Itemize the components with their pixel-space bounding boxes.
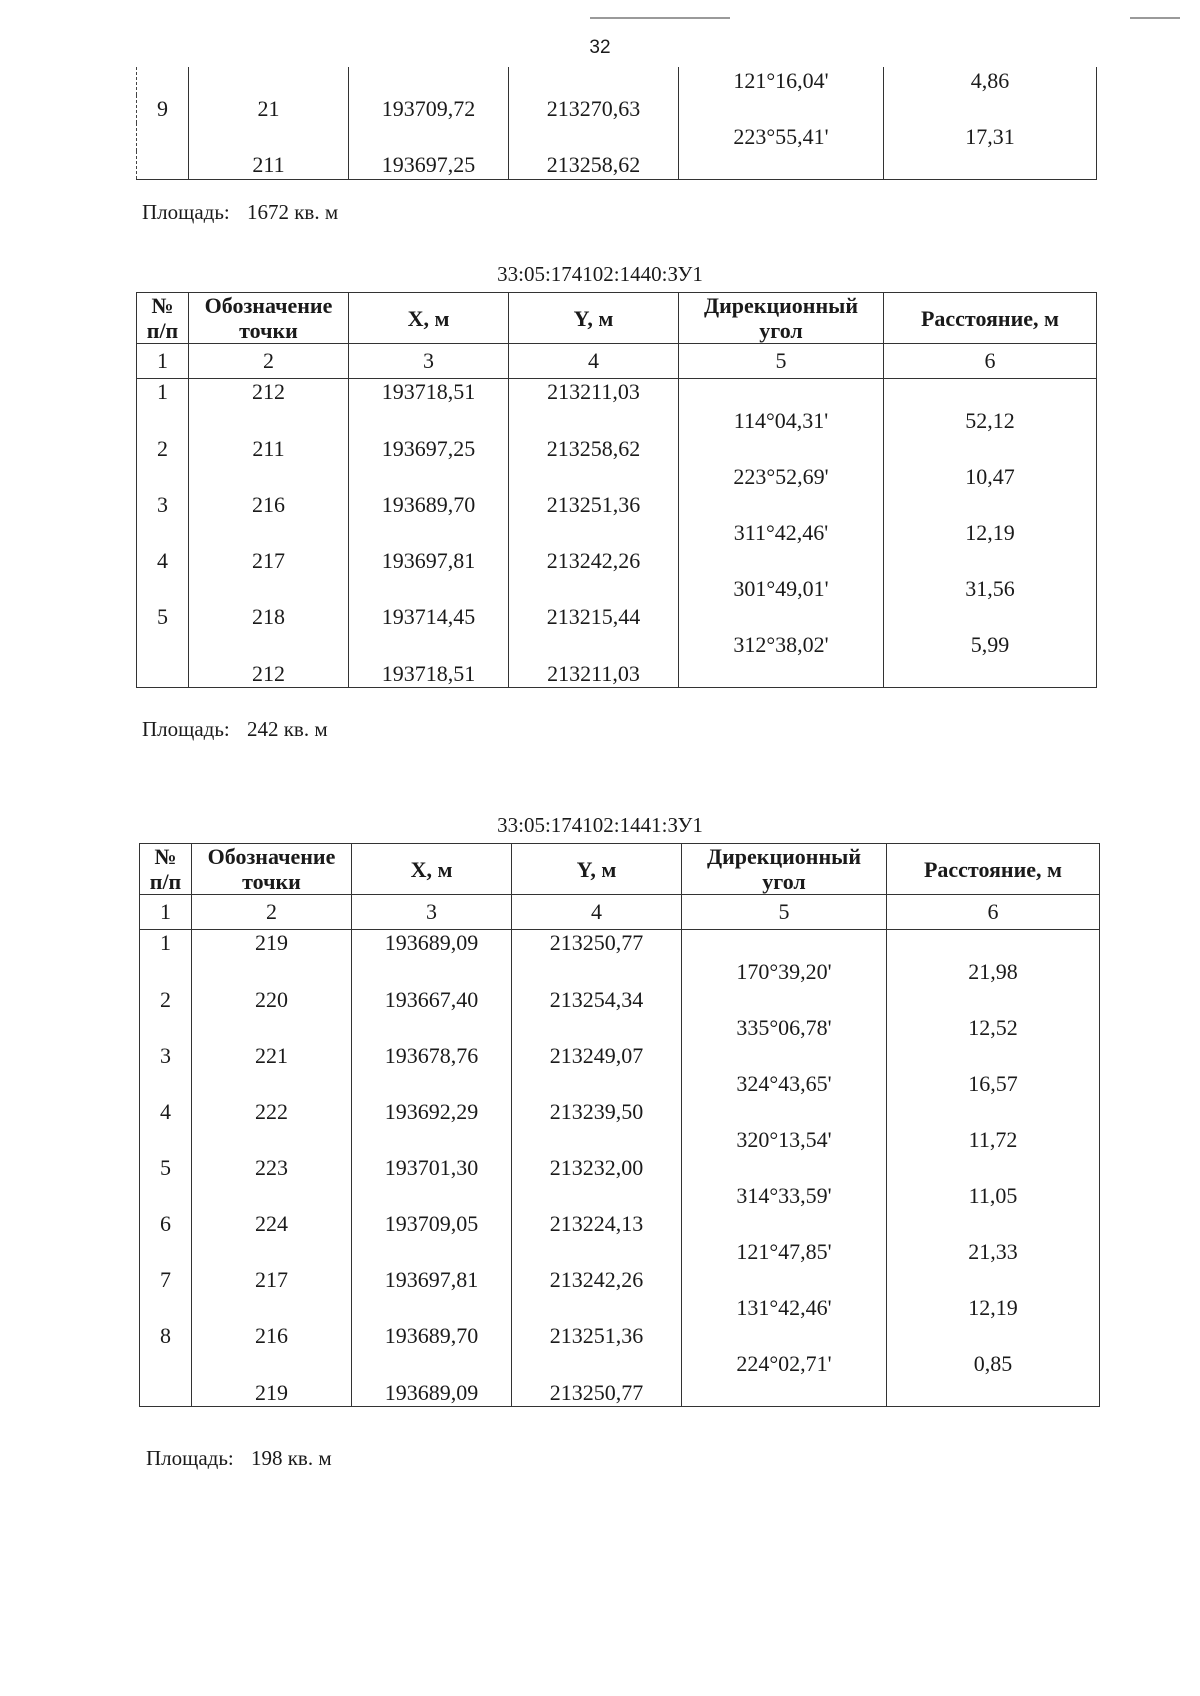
area-value: 1672 кв. м	[246, 200, 339, 224]
table-cell	[137, 67, 189, 95]
table-cell	[189, 631, 349, 659]
x-cell: 193718,51	[349, 379, 509, 408]
distance-cell: 12,19	[887, 1294, 1100, 1322]
header-y: Y, м	[509, 293, 679, 344]
y-cell: 213258,62	[509, 151, 679, 180]
table-row	[140, 1294, 1100, 1322]
header-point: Обозначение точки	[192, 844, 352, 895]
header-distance: Расстояние, м	[884, 293, 1097, 344]
distance-cell: 12,19	[884, 519, 1097, 547]
angle-cell: 311°42,46'	[679, 519, 884, 547]
point-cell: 212	[189, 659, 349, 688]
table-cell	[137, 463, 189, 491]
distance-cell: 21,98	[887, 958, 1100, 986]
x-cell: 193718,51	[349, 659, 509, 688]
y-cell: 213242,26	[512, 1266, 682, 1294]
header-angle: Дирекционный угол	[682, 844, 887, 895]
table-cell	[884, 435, 1097, 463]
table-cell	[352, 1294, 512, 1322]
table-cell	[140, 1294, 192, 1322]
point-cell: 224	[192, 1210, 352, 1238]
table-cell	[887, 1378, 1100, 1407]
row-number-cell: 1	[140, 930, 192, 959]
row-number-cell: 9	[137, 95, 189, 123]
x-cell: 193701,30	[352, 1154, 512, 1182]
column-number: 5	[682, 895, 887, 930]
distance-cell: 5,99	[884, 631, 1097, 659]
table-row	[140, 1154, 1100, 1182]
table-cell	[887, 1098, 1100, 1126]
y-cell: 213270,63	[509, 95, 679, 123]
table-cell	[189, 123, 349, 151]
table-cell	[349, 463, 509, 491]
header-x: X, м	[352, 844, 512, 895]
table-cell	[140, 1350, 192, 1378]
distance-cell: 16,57	[887, 1070, 1100, 1098]
angle-cell: 335°06,78'	[682, 1014, 887, 1042]
point-cell: 216	[192, 1322, 352, 1350]
x-cell: 193709,05	[352, 1210, 512, 1238]
table-cell	[137, 519, 189, 547]
table-cell	[189, 519, 349, 547]
table-cell	[887, 930, 1100, 959]
distance-cell: 21,33	[887, 1238, 1100, 1266]
y-cell: 213232,00	[512, 1154, 682, 1182]
column-number: 6	[887, 895, 1100, 930]
area-line	[142, 200, 338, 225]
distance-cell: 0,85	[887, 1350, 1100, 1378]
table-row	[140, 1014, 1100, 1042]
coordinates-table-body	[140, 844, 1100, 1407]
point-cell: 218	[189, 603, 349, 631]
row-number-cell: 3	[137, 491, 189, 519]
table-cell	[509, 407, 679, 435]
table-row	[137, 603, 1097, 631]
x-cell: 193692,29	[352, 1098, 512, 1126]
table-cell	[887, 986, 1100, 1014]
table-cell	[140, 958, 192, 986]
table-cell	[887, 1266, 1100, 1294]
table-cell	[884, 659, 1097, 688]
point-cell: 217	[189, 547, 349, 575]
distance-cell: 10,47	[884, 463, 1097, 491]
table-cell	[679, 659, 884, 688]
table-row	[137, 519, 1097, 547]
table-cell	[509, 631, 679, 659]
table-cell	[512, 1294, 682, 1322]
table-cell	[140, 1070, 192, 1098]
distance-cell: 11,05	[887, 1182, 1100, 1210]
table-cell	[140, 1238, 192, 1266]
area-label: Площадь:	[142, 200, 230, 224]
row-number-cell: 1	[137, 379, 189, 408]
distance-cell: 17,31	[884, 123, 1097, 151]
row-number-cell: 4	[137, 547, 189, 575]
angle-cell: 301°49,01'	[679, 575, 884, 603]
table-row	[137, 631, 1097, 659]
y-cell: 213224,13	[512, 1210, 682, 1238]
table-cell	[512, 1238, 682, 1266]
table-row	[137, 151, 1097, 180]
row-number-cell: 4	[140, 1098, 192, 1126]
table-cell	[140, 1014, 192, 1042]
table-row	[140, 1350, 1100, 1378]
table-cell	[509, 519, 679, 547]
y-cell: 213254,34	[512, 986, 682, 1014]
table-row	[140, 1042, 1100, 1070]
table-row	[137, 435, 1097, 463]
angle-cell: 121°47,85'	[682, 1238, 887, 1266]
table-row	[140, 1210, 1100, 1238]
header-distance: Расстояние, м	[887, 844, 1100, 895]
x-cell: 193709,72	[349, 95, 509, 123]
x-cell: 193697,81	[349, 547, 509, 575]
table-cell	[512, 1182, 682, 1210]
table-cell	[192, 1294, 352, 1322]
table-cell	[679, 547, 884, 575]
table-row	[140, 1182, 1100, 1210]
x-cell: 193678,76	[352, 1042, 512, 1070]
table-cell	[352, 958, 512, 986]
table-row	[137, 659, 1097, 688]
area-label: Площадь:	[142, 717, 230, 741]
parcel-title: 33:05:174102:1440:ЗУ1	[497, 262, 703, 286]
table-cell	[349, 407, 509, 435]
header-angle: Дирекционный угол	[679, 293, 884, 344]
row-number-cell: 7	[140, 1266, 192, 1294]
table-cell	[349, 575, 509, 603]
angle-cell: 131°42,46'	[682, 1294, 887, 1322]
y-cell: 213249,07	[512, 1042, 682, 1070]
table-row	[140, 930, 1100, 959]
table-cell	[189, 575, 349, 603]
table-cell	[682, 1154, 887, 1182]
x-cell: 193689,09	[352, 930, 512, 959]
table-cell	[682, 1210, 887, 1238]
table-row	[137, 463, 1097, 491]
column-number: 1	[140, 895, 192, 930]
y-cell: 213211,03	[509, 659, 679, 688]
point-cell: 220	[192, 986, 352, 1014]
table-row	[137, 379, 1097, 408]
table-cell	[887, 1210, 1100, 1238]
x-cell: 193697,25	[349, 151, 509, 180]
coordinates-table	[136, 292, 1097, 688]
row-number-cell: 3	[140, 1042, 192, 1070]
point-cell: 221	[192, 1042, 352, 1070]
table-row	[140, 1126, 1100, 1154]
table-cell	[137, 123, 189, 151]
y-cell: 213250,77	[512, 1378, 682, 1407]
scan-artifact	[1130, 17, 1180, 19]
table-row	[140, 1266, 1100, 1294]
table-row	[137, 575, 1097, 603]
column-number: 2	[189, 344, 349, 379]
table-cell	[512, 1126, 682, 1154]
column-number: 3	[349, 344, 509, 379]
point-cell: 212	[189, 379, 349, 408]
table-cell	[352, 1350, 512, 1378]
table-cell	[189, 407, 349, 435]
row-number-cell: 2	[140, 986, 192, 1014]
point-cell: 211	[189, 151, 349, 180]
row-number-cell: 5	[140, 1154, 192, 1182]
table-cell	[509, 463, 679, 491]
table-cell	[352, 1238, 512, 1266]
table-cell	[192, 958, 352, 986]
table-cell	[512, 958, 682, 986]
table-cell	[679, 379, 884, 408]
x-cell: 193697,25	[349, 435, 509, 463]
angle-cell: 121°16,04'	[679, 67, 884, 95]
coordinates-table-body	[137, 293, 1097, 688]
table-cell	[884, 151, 1097, 180]
table-cell	[682, 1042, 887, 1070]
table-cell	[137, 407, 189, 435]
row-number-cell	[137, 659, 189, 688]
row-number-cell: 6	[140, 1210, 192, 1238]
header-x: X, м	[349, 293, 509, 344]
angle-cell: 114°04,31'	[679, 407, 884, 435]
table-cell	[137, 151, 189, 180]
area-value: 198 кв. м	[250, 1446, 332, 1470]
table-cell	[192, 1126, 352, 1154]
table-row	[140, 986, 1100, 1014]
distance-cell: 31,56	[884, 575, 1097, 603]
table-cell	[352, 1070, 512, 1098]
page-number: 32	[589, 37, 611, 58]
column-number: 5	[679, 344, 884, 379]
column-number: 4	[509, 344, 679, 379]
table-cell	[349, 67, 509, 95]
table-cell	[679, 151, 884, 180]
point-cell: 219	[192, 930, 352, 959]
coordinates-table	[139, 843, 1100, 1407]
table-cell	[509, 575, 679, 603]
distance-cell: 12,52	[887, 1014, 1100, 1042]
table-row	[137, 95, 1097, 123]
y-cell: 213251,36	[509, 491, 679, 519]
table-cell	[349, 519, 509, 547]
distance-cell: 52,12	[884, 407, 1097, 435]
angle-cell: 324°43,65'	[682, 1070, 887, 1098]
area-line	[146, 1446, 332, 1471]
table-cell	[887, 1322, 1100, 1350]
y-cell: 213242,26	[509, 547, 679, 575]
table-cell	[679, 491, 884, 519]
table-cell	[679, 95, 884, 123]
table-header	[137, 293, 1097, 344]
header-no: № п/п	[137, 293, 189, 344]
row-number-cell: 8	[140, 1322, 192, 1350]
table-cell	[682, 1266, 887, 1294]
table-cell	[884, 547, 1097, 575]
angle-cell: 223°52,69'	[679, 463, 884, 491]
table-row	[140, 1070, 1100, 1098]
x-cell: 193714,45	[349, 603, 509, 631]
area-value: 242 кв. м	[246, 717, 328, 741]
table-cell	[137, 631, 189, 659]
y-cell: 213258,62	[509, 435, 679, 463]
table-cell	[189, 67, 349, 95]
table-cell	[884, 603, 1097, 631]
header-y: Y, м	[512, 844, 682, 895]
table-row	[140, 1378, 1100, 1407]
column-number: 6	[884, 344, 1097, 379]
point-cell: 219	[192, 1378, 352, 1407]
x-cell: 193689,70	[349, 491, 509, 519]
table-row	[137, 67, 1097, 95]
table-cell	[352, 1014, 512, 1042]
table-cell	[512, 1070, 682, 1098]
row-number-cell: 2	[137, 435, 189, 463]
point-cell: 211	[189, 435, 349, 463]
table-row	[140, 958, 1100, 986]
table-row	[140, 1238, 1100, 1266]
table-cell	[192, 1014, 352, 1042]
x-cell: 193689,70	[352, 1322, 512, 1350]
angle-cell: 224°02,71'	[682, 1350, 887, 1378]
point-cell: 217	[192, 1266, 352, 1294]
point-cell: 21	[189, 95, 349, 123]
angle-cell: 320°13,54'	[682, 1126, 887, 1154]
table-cell	[884, 379, 1097, 408]
table-cell	[682, 986, 887, 1014]
x-cell: 193697,81	[352, 1266, 512, 1294]
table-cell	[140, 1182, 192, 1210]
table-cell	[349, 631, 509, 659]
x-cell: 193689,09	[352, 1378, 512, 1407]
column-number: 3	[352, 895, 512, 930]
table-cell	[679, 603, 884, 631]
table-cell	[887, 1042, 1100, 1070]
header-point: Обозначение точки	[189, 293, 349, 344]
table-cell	[512, 1014, 682, 1042]
scan-artifact	[590, 17, 730, 19]
row-number-cell	[140, 1378, 192, 1407]
table-row	[140, 1098, 1100, 1126]
table-cell	[192, 1350, 352, 1378]
table-cell	[140, 1126, 192, 1154]
y-cell: 213239,50	[512, 1098, 682, 1126]
table-row	[140, 1322, 1100, 1350]
table-cell	[512, 1350, 682, 1378]
y-cell: 213250,77	[512, 930, 682, 959]
angle-cell: 312°38,02'	[679, 631, 884, 659]
table-cell	[682, 1098, 887, 1126]
table-row	[137, 547, 1097, 575]
area-line	[142, 717, 328, 742]
distance-cell: 11,72	[887, 1126, 1100, 1154]
point-cell: 216	[189, 491, 349, 519]
table-cell	[884, 95, 1097, 123]
table-cell	[509, 67, 679, 95]
table-cell	[682, 1322, 887, 1350]
angle-cell: 170°39,20'	[682, 958, 887, 986]
table-row	[137, 491, 1097, 519]
y-cell: 213251,36	[512, 1322, 682, 1350]
column-number-row	[137, 344, 1097, 379]
column-number: 2	[192, 895, 352, 930]
parcel-title: 33:05:174102:1441:ЗУ1	[497, 813, 703, 837]
table-cell	[192, 1182, 352, 1210]
table-cell	[352, 1126, 512, 1154]
table-cell	[884, 491, 1097, 519]
table-row	[137, 407, 1097, 435]
table-cell	[192, 1238, 352, 1266]
table-cell	[679, 435, 884, 463]
table-cell	[509, 123, 679, 151]
table-header	[140, 844, 1100, 895]
column-number-row	[140, 895, 1100, 930]
y-cell: 213215,44	[509, 603, 679, 631]
area-label: Площадь:	[146, 1446, 234, 1470]
y-cell: 213211,03	[509, 379, 679, 408]
angle-cell: 223°55,41'	[679, 123, 884, 151]
continuation-table	[136, 67, 1097, 180]
table-cell	[682, 1378, 887, 1407]
table-cell	[682, 930, 887, 959]
point-cell: 223	[192, 1154, 352, 1182]
table-cell	[137, 575, 189, 603]
table-cell	[189, 463, 349, 491]
table-cell	[887, 1154, 1100, 1182]
header-no: № п/п	[140, 844, 192, 895]
distance-cell: 4,86	[884, 67, 1097, 95]
x-cell: 193667,40	[352, 986, 512, 1014]
angle-cell: 314°33,59'	[682, 1182, 887, 1210]
table-cell	[349, 123, 509, 151]
table-cell	[192, 1070, 352, 1098]
point-cell: 222	[192, 1098, 352, 1126]
table-row	[137, 123, 1097, 151]
column-number: 4	[512, 895, 682, 930]
table-cell	[352, 1182, 512, 1210]
row-number-cell: 5	[137, 603, 189, 631]
column-number: 1	[137, 344, 189, 379]
